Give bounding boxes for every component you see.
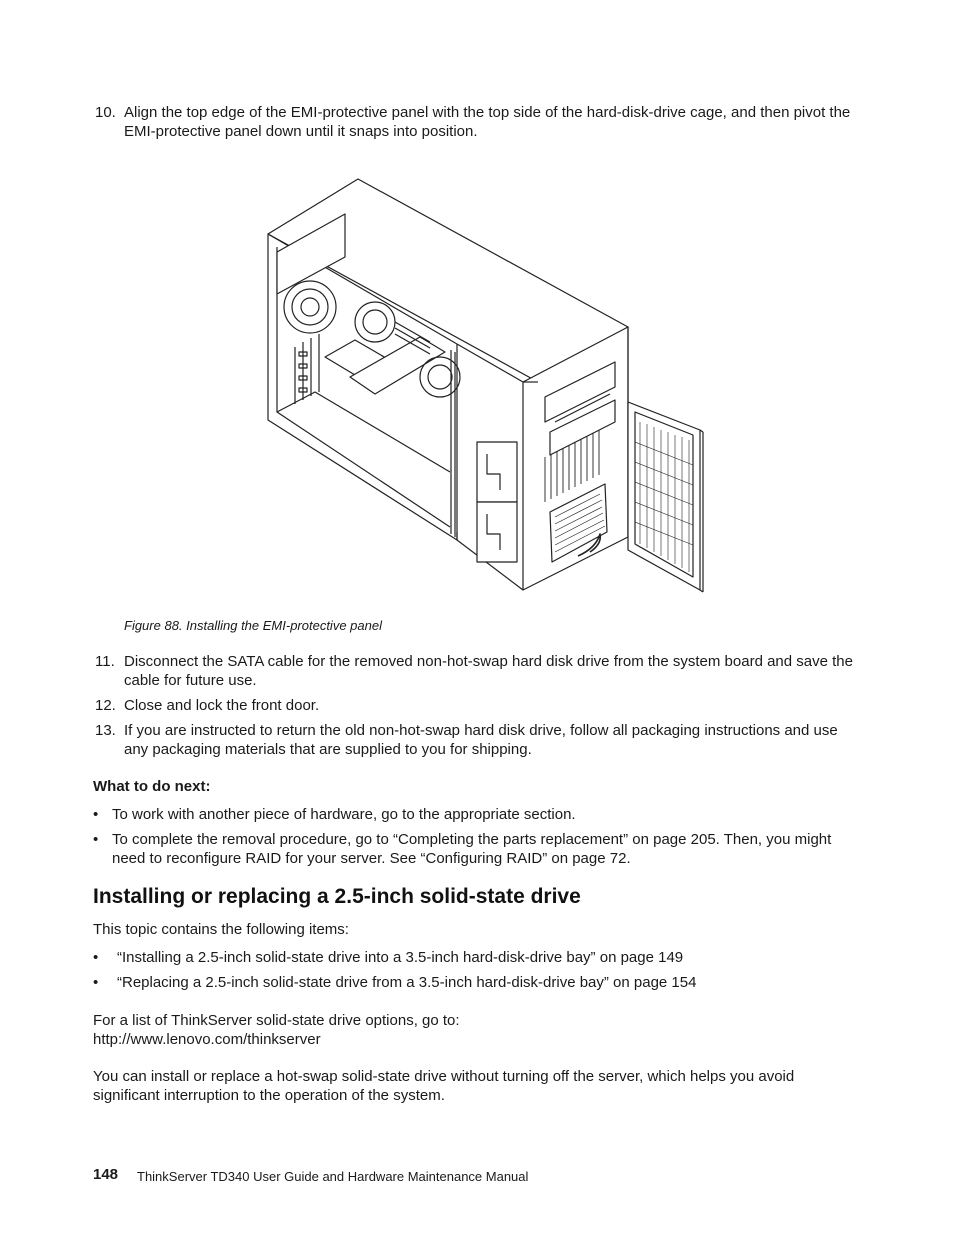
step-text: Close and lock the front door. xyxy=(124,697,320,714)
item-link[interactable]: “Replacing a 2.5-inch solid-state drive from a 3.5-inch hard-disk-drive bay” on page 154 xyxy=(117,974,697,991)
bullet-icon: • xyxy=(93,831,99,848)
page-number: 148 xyxy=(93,1166,119,1183)
bullet-text: To complete the removal procedure, go to “Completing the parts replacement” on page 205. Then, you might need to reconfigure RAID for your server. See “Configuring RAID” on page 72. xyxy=(112,831,832,867)
bullet-text: To work with another piece of hardware, go to the appropriate section. xyxy=(112,806,576,823)
bullet-icon: • xyxy=(93,949,99,966)
figure-server-illustration xyxy=(255,172,715,597)
step-text: If you are instructed to return the old non-hot-swap hard disk drive, follow all packaging instructions and use any packaging materials that are supplied to you for shipping. xyxy=(124,722,838,758)
section-intro: This topic contains the following items: xyxy=(93,921,349,938)
item-link[interactable]: “Installing a 2.5-inch solid-state drive into a 3.5-inch hard-disk-drive bay” on page 149 xyxy=(117,949,684,966)
figure-caption: Figure 88. Installing the EMI-protective panel xyxy=(124,618,382,633)
server-line-drawing xyxy=(255,172,715,597)
step-text: Align the top edge of the EMI-protective panel with the top side of the hard-disk-drive cage, and then pivot the EMI-protective panel down until it snaps into position. xyxy=(124,104,851,140)
next-heading: What to do next: xyxy=(93,778,211,795)
step-number: 10. xyxy=(95,104,116,121)
step-number: 13. xyxy=(95,722,116,739)
list-intro: For a list of ThinkServer solid-state drive options, go to: xyxy=(93,1012,460,1029)
bullet-icon: • xyxy=(93,806,99,823)
closing-paragraph: You can install or replace a hot-swap solid-state drive without turning off the server, which helps you avoid significant interruption to the operation of the system. xyxy=(93,1068,795,1104)
footer-title: ThinkServer TD340 User Guide and Hardware Maintenance Manual xyxy=(137,1169,529,1184)
step-number: 11. xyxy=(95,653,115,670)
section-title: Installing or replacing a 2.5-inch solid-state drive xyxy=(93,885,581,908)
bullet-icon: • xyxy=(93,974,99,991)
url-link[interactable]: http://www.lenovo.com/thinkserver xyxy=(93,1031,321,1048)
step-text: Disconnect the SATA cable for the removed non-hot-swap hard disk drive from the system board and save the cable for future use. xyxy=(124,653,853,689)
step-number: 12. xyxy=(95,697,116,714)
